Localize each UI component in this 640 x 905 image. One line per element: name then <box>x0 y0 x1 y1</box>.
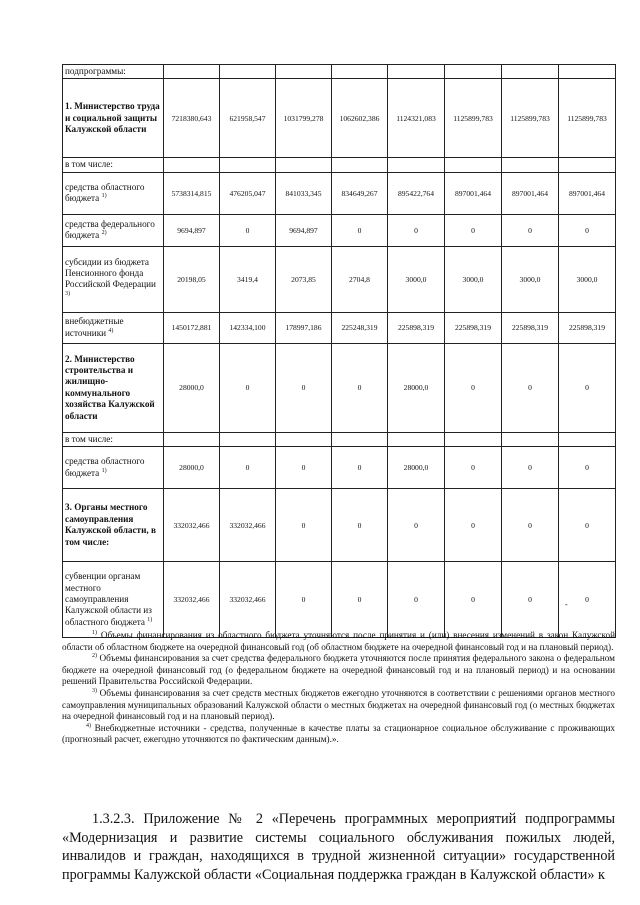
table-row <box>63 65 616 79</box>
value-cell: 0 <box>445 447 502 489</box>
value-cell: 841033,345 <box>276 172 332 214</box>
value-cell <box>276 432 332 446</box>
value-cell: 834649,267 <box>332 172 388 214</box>
row-label: 1. Министерство труда и социальной защиты Калужской области <box>63 79 164 158</box>
value-cell: 0 <box>559 447 616 489</box>
table-row <box>63 246 616 312</box>
value-cell: 225898,319 <box>502 312 559 343</box>
value-cell <box>164 65 220 79</box>
value-cell: 0 <box>559 214 616 246</box>
value-cell: 225898,319 <box>559 312 616 343</box>
row-label: в том числе: <box>63 158 164 172</box>
stray-mark: - <box>565 600 568 609</box>
value-cell: 897001,464 <box>502 172 559 214</box>
value-cell: 3419,4 <box>220 246 276 312</box>
footnote-2: $^{2)}$ Объемы финансирования за счет средства федерального бюджета уточняются после принятия федерального закона о федеральном бюджете на очередной финансовый год (о федеральном бюджете на очередной финансовый год и на плановый период) и на основании решений Правительства Российской Федерации. <box>62 653 616 687</box>
row-label: в том числе: <box>63 432 164 446</box>
value-cell: 9694,897 <box>164 214 220 246</box>
financing-table-body <box>63 65 616 638</box>
value-cell <box>164 158 220 172</box>
row-label: средства областного бюджета $^{1)}$ <box>63 447 164 489</box>
value-cell <box>445 65 502 79</box>
value-cell <box>220 158 276 172</box>
value-cell: 0 <box>332 562 388 638</box>
value-cell: 0 <box>220 343 276 432</box>
value-cell <box>388 65 445 79</box>
row-label: субсидии из бюджета Пенсионного фонда Российской Федерации $^{3)}$ <box>63 246 164 312</box>
row-label: 3. Органы местного самоуправления Калужской области, в том числе: <box>63 489 164 562</box>
value-cell <box>220 432 276 446</box>
value-cell: 178997,186 <box>276 312 332 343</box>
value-cell: 0 <box>388 562 445 638</box>
value-cell: 0 <box>445 489 502 562</box>
table-row <box>63 432 616 446</box>
row-label: средства областного бюджета $^{1)}$ <box>63 172 164 214</box>
table-row <box>63 79 616 158</box>
value-cell: 3000,0 <box>445 246 502 312</box>
value-cell: 28000,0 <box>388 343 445 432</box>
footnote-4: $^{4)}$ Внебюджетные источники - средства, полученные в качестве платы за стационарное социальное обслуживание с проживающих (прогнозный расчет, ежегодно уточняются по фактическим данным).». <box>62 722 616 745</box>
footnotes <box>62 630 615 746</box>
value-cell: 0 <box>276 447 332 489</box>
value-cell <box>445 158 502 172</box>
value-cell: 2704,8 <box>332 246 388 312</box>
value-cell: 3000,0 <box>502 246 559 312</box>
row-label: внебюджетные источники $^{4)}$ <box>63 312 164 343</box>
value-cell: 1062602,386 <box>332 79 388 158</box>
value-cell: 1125899,783 <box>445 79 502 158</box>
value-cell: 0 <box>559 562 616 638</box>
value-cell <box>276 65 332 79</box>
value-cell: 0 <box>220 214 276 246</box>
value-cell: 1125899,783 <box>559 79 616 158</box>
table-row <box>63 343 616 432</box>
table-row <box>63 312 616 343</box>
value-cell: 0 <box>332 489 388 562</box>
value-cell <box>502 65 559 79</box>
value-cell: 0 <box>559 489 616 562</box>
value-cell: 28000,0 <box>164 447 220 489</box>
value-cell: 0 <box>445 343 502 432</box>
value-cell: 0 <box>332 343 388 432</box>
value-cell <box>332 65 388 79</box>
value-cell: 28000,0 <box>164 343 220 432</box>
value-cell <box>164 432 220 446</box>
value-cell <box>502 432 559 446</box>
value-cell: 0 <box>502 562 559 638</box>
value-cell: 0 <box>332 214 388 246</box>
value-cell: 142334,100 <box>220 312 276 343</box>
value-cell <box>220 65 276 79</box>
value-cell: 0 <box>445 214 502 246</box>
value-cell: 0 <box>276 562 332 638</box>
value-cell: 0 <box>502 214 559 246</box>
table-row <box>63 489 616 562</box>
value-cell: 332032,466 <box>164 489 220 562</box>
value-cell: 0 <box>445 562 502 638</box>
value-cell: 332032,466 <box>164 562 220 638</box>
value-cell <box>445 432 502 446</box>
footnote-1: $^{1)}$ Объемы финансирования из областного бюджета уточняются после принятия и (или) внесения изменений в закон Калужской области об областном бюджете на очередной финансовый год (об областном бюджете на очередной финансовый год и на плановый период). <box>62 630 615 652</box>
value-cell: 225898,319 <box>445 312 502 343</box>
value-cell: 0 <box>276 343 332 432</box>
value-cell <box>502 158 559 172</box>
value-cell: 20198,05 <box>164 246 220 312</box>
value-cell: 332032,466 <box>220 489 276 562</box>
value-cell: 0 <box>502 447 559 489</box>
footnote-3: $^{3)}$ Объемы финансирования за счет средств местных бюджетов ежегодно уточняются в соответствии с решениями органов местного самоуправления муниципальных образований Калужской области о местных бюджетах на очередной финансовый год (о местных бюджетах на очередной финансовый год и на плановый период). <box>62 687 615 722</box>
value-cell: 28000,0 <box>388 447 445 489</box>
value-cell: 332032,466 <box>220 562 276 638</box>
value-cell: 2073,85 <box>276 246 332 312</box>
value-cell: 3000,0 <box>559 246 616 312</box>
value-cell: 225248,319 <box>332 312 388 343</box>
row-label: 2. Министерство строительства и жилищно-коммунального хозяйства Калужской области <box>63 343 164 432</box>
table-row <box>63 158 616 172</box>
value-cell: 895422,764 <box>388 172 445 214</box>
table-row <box>63 214 616 246</box>
value-cell <box>388 432 445 446</box>
value-cell <box>559 158 616 172</box>
value-cell: 3000,0 <box>388 246 445 312</box>
value-cell: 5738314,815 <box>164 172 220 214</box>
table-row <box>63 172 616 214</box>
value-cell <box>276 158 332 172</box>
row-label: средства федерального бюджета $^{2)}$ <box>63 214 164 246</box>
value-cell: 0 <box>559 343 616 432</box>
value-cell <box>332 432 388 446</box>
row-label: подпрограммы: <box>63 65 164 79</box>
value-cell: 1031799,278 <box>276 79 332 158</box>
section-paragraph: 1.3.2.3. Приложение № 2 «Перечень программных мероприятий подпрограммы «Модернизация и развитие системы социального обслуживания пожилых людей, инвалидов и граждан, находящихся в трудной жизненной ситуации» государственной программы Калужской области «Социальная поддержка граждан в Калужской области» к <box>62 811 615 883</box>
table-row <box>63 447 616 489</box>
value-cell: 0 <box>332 447 388 489</box>
value-cell: 0 <box>388 214 445 246</box>
value-cell: 0 <box>276 489 332 562</box>
value-cell: 1125899,783 <box>502 79 559 158</box>
value-cell: 476205,047 <box>220 172 276 214</box>
value-cell: 0 <box>502 343 559 432</box>
value-cell <box>559 65 616 79</box>
row-label: субвенции органам местного самоуправления Калужской области из областного бюджета $^{1)}$ <box>63 562 164 638</box>
value-cell: 621958,547 <box>220 79 276 158</box>
value-cell <box>559 432 616 446</box>
value-cell: 7218380,643 <box>164 79 220 158</box>
value-cell <box>332 158 388 172</box>
table-row <box>63 562 616 638</box>
value-cell: 897001,464 <box>559 172 616 214</box>
value-cell: 0 <box>220 447 276 489</box>
value-cell <box>388 158 445 172</box>
value-cell: 225898,319 <box>388 312 445 343</box>
value-cell: 0 <box>502 489 559 562</box>
value-cell: 897001,464 <box>445 172 502 214</box>
value-cell: 0 <box>388 489 445 562</box>
value-cell: 1124321,083 <box>388 79 445 158</box>
value-cell: 9694,897 <box>276 214 332 246</box>
value-cell: 1450172,881 <box>164 312 220 343</box>
financing-table <box>62 64 616 638</box>
